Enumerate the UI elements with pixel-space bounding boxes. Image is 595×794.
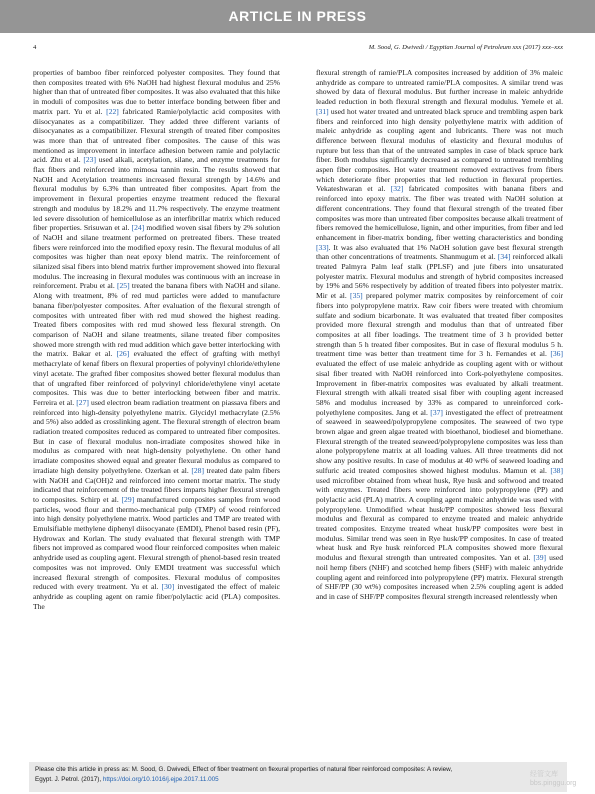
reference-link[interactable]: [33] [316, 242, 329, 252]
reference-link[interactable]: [36] [550, 349, 563, 359]
citation-journal: Egypt. J. Petrol. (2017), [35, 775, 103, 783]
reference-link[interactable]: [37] [430, 407, 443, 417]
reference-link[interactable]: [39] [533, 553, 547, 563]
reference-link[interactable]: [29] [121, 494, 135, 504]
reference-link[interactable]: [28] [191, 465, 204, 475]
running-head [33, 44, 563, 56]
citation-footer [29, 762, 567, 792]
reference-link[interactable]: [35] [350, 291, 363, 301]
reference-link[interactable]: [23] [83, 155, 97, 165]
article-in-press-banner: ARTICLE IN PRESS [0, 0, 595, 33]
reference-link[interactable]: [27] [76, 397, 89, 407]
journal-reference: M. Sood, G. Dwivedi / Egyptian Journal of Petroleum xxx (2017) xxx–xxx [368, 44, 563, 51]
citation-line-1: Please cite this article in press as: M. Sood, G. Dwivedi, Effect of fiber treatment on flexural properties of natural fiber reinforced composites: A review, [35, 766, 453, 773]
reference-link[interactable]: [24] [131, 223, 145, 233]
reference-link[interactable]: [25] [116, 281, 130, 291]
page-number: 4 [33, 44, 37, 51]
reference-link[interactable]: [30] [161, 582, 175, 592]
reference-link[interactable]: [32] [390, 184, 404, 194]
reference-link[interactable]: [26] [116, 349, 130, 359]
reference-link[interactable]: [22] [106, 106, 119, 116]
citation-line-2 [35, 775, 561, 785]
reference-link[interactable]: [31] [316, 106, 329, 116]
reference-link[interactable]: [38] [550, 465, 563, 475]
body-paragraph: flexural strength of ramie/PLA composites increased by addition of 3% maleic anhydride as compare to untreated ramie/PLA composites. A similar trend was showed by data of flexural modulus. But further increase in maleic anhydride leaded reduction in both flexural strength and flexural modulus. Yemele et al. [31] used hot water treated and untreated black spruce and trembling aspen bark fibers and reinforced into high density polyethylene matrix with addition of maleic anhydride as coupling agent and lubricants. There was not much difference between flexural modulus of elasticity and flexural modulus of rupture but less than that of the untreated samples in case of black spruce bark fiber. Both modulus significantly decreased as compared to untreated trembling aspen fiber composites. Hot water treatment removed extractives from fibers which deteriorate fiber properties that led reduction in flexural properties. Vekateshwaran et al. [32] fabricated composites with banana fibers and reinforced into epoxy matrix. The fiber was treated with NaOH solution at different concentrations. They found that flexural strength of the treated fiber composites was more than untreated fiber composites because alkali treatment of fibers removed the hemicellulose, lignin, and other impurities, from fiber and led enhancement in fiber-matrix bonding, fiber wetting characteristics and bonding [33]. It was also evaluated that 1% NaOH solution gave best flexural strength than other concentrations of treatments. Shanmugum et al. [34] reinforced alkali treated Palmyra Palm leaf stalk (PPLSF) and jute fibers into unsaturated polyester matrix. Flexural modulus and strength of hybrid composites increased by 19% and 56% respectively by addition of treated fibers into polyester matrix. Mir et al. [35] prepared polymer matrix composites by reinforcement of coir fibers into polypropylene matrix. Raw coir fibers were treated with chromium sulfate and sodium bicarbonate. It was evaluated that treated fiber composites provided more flexural strength and modulus than that of untreated fiber composites at all fiber loadings. The treatment time of 3 h provided better strength than 5 h treated fiber composites. But in case of flexural modulus 5 h. treatment time was better than treatment time for 3 h. Fernandes et al. [36] evaluated the effect of use maleic anhydride as coupling agent with or without sisal fiber treated with NaOH reinforced into Cork-polyethylene composites. Improvement in fiber-matrix composites was evaluated by alkali treatment. Flexural strength with alkali treated sisal fiber with coupling agent increased 58% and modulus increased by 33% as compared to unreinforced cork-polyethylene composites. Jang et al. [37] investigated the effect of pretreatment of seaweed in seaweed/polypropylene composites. The seaweed of two type brown algae and green algae treated with bioethanol, biodiesel and biomethane. Flexural strength of the treated seaweed/polypropylene composites was less than alone polypropylene matrix at all loading values. All three treatments did not show any positive results. In case of modulus at 40 wt% of seaweed loading and sulfuric acid treated composites showed highest modulus. Mamun et al. [38] used microfiber obtained from wheat husk, Rye husk and softwood and treated with enzymes. Treated fibers were reinforced into polypropylene (PP) and polylactic acid (PLA) matrix. A coupling agent maleic anhydride was used with polypropylene. Unmodified wheat husk/PP composites showed less flexural modulus and flexural as compared to enzyme treated and maleic anhydride treated composites. Enzyme treated wheat husk/PP composites were best in modulus. Similar trend was seen in Rye husk/PP composites. In case of treated wheat husk and Rye husk reinforced PLA composites showed more flexural modulus and flexural strength than untreated composites. Yan et al. [39] used noil hemp fibers (NHF) and scotched hemp fibers (SHF) with maleic anhydride coupling agent and reinforced into polypropylene (PP) matrix. Flexural strength of SHF/PP (30 wt%) composites increased when 2.5% coupling agent is added and in case of SHF/PP composites flexural strength increased relentlessly when [316, 68, 563, 601]
left-column [33, 68, 280, 756]
doi-link[interactable]: https://doi.org/10.1016/j.ejpe.2017.11.005 [102, 775, 219, 783]
body-paragraph: properties of bamboo fiber reinforced polyester composites. They found that then composites treated with 6% NaOH had highest flexural modulus and 25% higher than that of untreated fiber composites. It was also evaluated that this hike in moduli of composites was due to better interface bonding between fiber and matrix part. Yu et al. [22] fabricated Ramie/polylactic acid composites with diisocyanates as a compatibilizer. They added three different variants of diisocyanates as a compatibilizer. Flexural strength of treated fiber composites was more than that of untreated fiber composites. The cause of this was mentioned as improvement in interface adhesion between ramie and polylactic acid. Zhu et al. [23] used alkali, acetylation, silane, and enzyme treatments for flax fibers and reinforced into mimosa tannin resin. The results showed that NaOH and Acetylation treatments increased flexural strength by 14.6% and flexural modulus by 6.3% than untreated fiber composites. Apart from the improvement in flexural properties enzyme treatment reduced the flexural strength and modulus by 18.2% and 11.7% respectively. The enzyme treatment led severe dissolution of hemicellulose as an interfibrillar matrix which reduced fiber properties. Srisuwan et al. [24] modified woven sisal fibers by 2% solution of NaOH and silane treatment performed on pretreated fibers. These treated fibers were reinforced into the modified epoxy resin. The flexural modulus of all composites was higher than neat epoxy blend matrix. The reinforcement of silanized sisal fibers into blend matrix further improvement showed into flexural modulus. The increasing in flexural modules was continuous with an increase in reinforcement. Prabu et al. [25] treated the banana fibers with NaOH and silane. Along with treatment, 8% of red mud particles were added to manufacture banana fiber/polyester composites. After evaluation of the flexural strength of composites with untreated fiber with red mud showed the highest reading. Treated fibers composites with red mud showed less flexural strength. On comparison of NaOH and silane treatments, silane treated fiber composites showed more strength with red mud addition which gave better interlocking with the matrix. Bakar et al. [26] evaluated the effect of grafting with methyl methacrylate of kenaf fibers on flexural properties of polyvinyl chloride/ethylene vinyl acetate. The grafted fiber composites showed better flexural modulus than that of ungrafted fiber reinforced of polyvinyl chloride/ethylene vinyl acetate composites. This was due to better interlocking between fiber and matrix. Ferreira et al. [27] used electron beam radiation treatment on piassava fibers and reinforced into high-density polyethylene matrix. Glycidyl methacrylate (2.5% and 5%) also added as crosslinking agent. The flexural strength of electron beam radiation treated composites reduced as compared to untreated fiber composites. But in case of flexural modulus non-irradiate composites showed hike in modulus as compared with neat high-density polyethylene. On other hand irradiate composites showed equal and greater flexural modulus as compared to irradiate high density polyethylene. Ozerkan et al. [28] treated date palm fibers with NaOH and Ca(OH)2 and reinforced into cement mortar matrix. The study indicated that reinforcement of the treated fibers imparts higher flexural strength to composites. Schirp et al. [29] manufactured composites samples from wood particles, wood flour and thermo-mechanical pulp (TMP) of wood reinforced into high density polyethylene matrix. Wood particles and TMP are treated with Emulsifiable methylene diphenyl diisocyanate (EMDI), Phenol based resin (PF), Hydrowax and Korlan. The study evaluated that flexural strength with TMP fibers not improved as compared wood flour reinforced composites when maleic anhydride used as coupling agent. Flexural strength of phenol-based resin treated composites was not improved. Only EMDI treatment was successful which increased flexural strength of composites. Flexural modulus of composites reduced with every treatment. Yu et al. [30] investigated the effect of maleic anhydride as coupling agent on ramie fiber/polylactic acid (PLA) composites. The [33, 68, 280, 611]
right-column [316, 68, 563, 756]
watermark-logo: 经管文库 bbs.pinggu.org [530, 771, 577, 787]
reference-link[interactable]: [34] [497, 252, 511, 262]
